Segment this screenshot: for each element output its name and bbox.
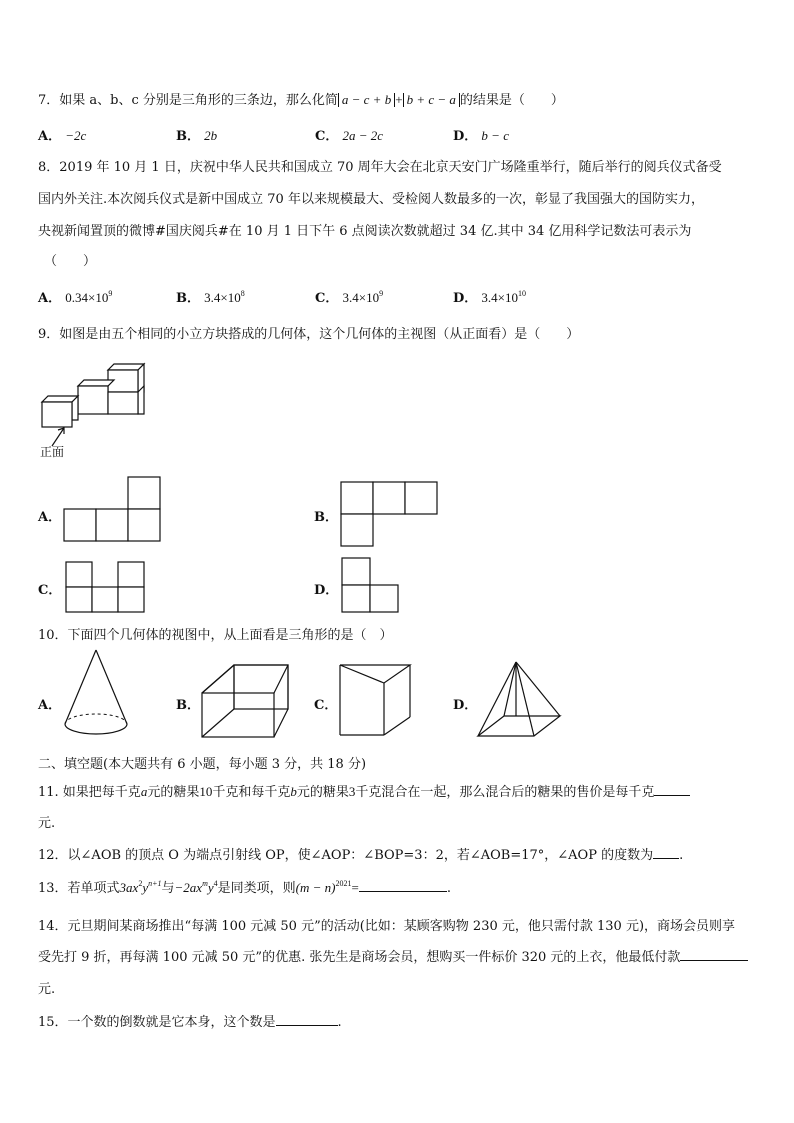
q8-line3: 央视新闻置顶的微博#国庆阅兵#在 10 月 1 日下午 6 点阅读次数就超过 34 亿.其中 34 亿用科学记数法可表示为: [38, 224, 692, 239]
section-2-heading: 二、填空题(本大题共有 6 小题，每小题 3 分，共 18 分): [38, 757, 367, 772]
q9-option-d-view: [342, 558, 398, 612]
q8-line4: （ ）: [44, 254, 97, 269]
q9-option-b-view: [341, 482, 437, 546]
q10-option-d[interactable]: D．: [453, 698, 478, 713]
q12-stem: 12．以∠AOB 的顶点 O 为端点引射线 OP，使∠AOP：∠BOP=3：2，若∠AOB=17°，∠AOP 的度数为 .: [38, 848, 684, 863]
q14-line2: 受先打 9 折，再每满 100 元减 50 元”的优惠. 张先生是商场会员，想购买一件标价 320 元的上衣，他最低付款: [38, 946, 748, 965]
q11-line1: 11. 如果把每千克a元的糖果10千克和每千克b元的糖果3千克混合在一起，那么混合后的糖果的售价是每千克: [38, 781, 690, 800]
q8-option-c[interactable]: C． $3.4\times 10^9$: [315, 289, 384, 306]
q8-option-d[interactable]: D． $3.4\times 10^{10}$: [453, 289, 527, 306]
q14-answer-blank[interactable]: [680, 948, 748, 961]
q11-var-a: a: [140, 784, 148, 799]
q13-answer-blank[interactable]: [359, 879, 447, 892]
q8-option-a[interactable]: A． $0.34\times 10^9$: [38, 289, 113, 306]
q7-option-c[interactable]: C． 2a − 2c: [315, 128, 384, 144]
q9-option-d[interactable]: D．: [314, 583, 339, 598]
q10-cuboid-figure: [200, 663, 292, 741]
q11-var-b: b: [290, 784, 297, 799]
q7-abs-expr2: b + c − a: [403, 93, 460, 107]
q7-plus: +: [395, 92, 403, 107]
q14-line3: 元.: [38, 982, 56, 997]
q7-lead: 7．如果 a、b、c 分别是三角形的三条边，那么化简: [38, 93, 338, 108]
q9-option-a-view: [64, 477, 160, 541]
q7-option-b[interactable]: B． 2b: [176, 128, 218, 144]
q8-option-b[interactable]: B． $3.4\times 10^8$: [176, 289, 245, 306]
q10-option-b[interactable]: B．: [176, 698, 200, 713]
q9-stem: 9．如图是由五个相同的小立方块搭成的几何体，这个几何体的主视图（从正面看）是（ ）: [38, 327, 580, 342]
q10-option-a[interactable]: A．: [38, 698, 62, 713]
q10-stem: 10．下面四个几何体的视图中，从上面看是三角形的是（ ）: [38, 628, 393, 643]
q12-answer-blank[interactable]: [653, 846, 679, 859]
q10-pyramid-figure: [476, 660, 562, 740]
q7-option-d[interactable]: D． b − c: [453, 128, 509, 144]
q7-abs-expr1: a − c + b: [338, 93, 395, 107]
q11-answer-blank[interactable]: [654, 783, 690, 796]
q10-cone-figure: [63, 650, 129, 740]
q14-line1: 14．元旦期间某商场推出“每满 100 元减 50 元”的活动(比如：某顾客购物 230 元，他只需付款 130 元)，商场会员则享: [38, 919, 736, 934]
q7-stem: [38, 89, 564, 108]
q9-option-c[interactable]: C．: [38, 583, 62, 598]
q15-stem: 15．一个数的倒数就是它本身，这个数是 .: [38, 1015, 342, 1030]
q8-line2: 国内外关注.本次阅兵仪式是新中国成立 70 年以来规模最大、受检阅人数最多的一次，彰显了我国强大的国防实力，: [38, 192, 704, 207]
q7-tail: 的结果是（ ）: [459, 93, 564, 108]
q9-option-a[interactable]: A．: [38, 510, 62, 525]
q9-front-label: 正面: [40, 445, 65, 459]
q8-line1: 8．2019 年 10 月 1 日，庆祝中华人民共和国成立 70 周年大会在北京天安门广场隆重举行，随后举行的阅兵仪式备受: [38, 160, 722, 175]
q11-line2: 元.: [38, 816, 56, 831]
q15-answer-blank[interactable]: [276, 1013, 338, 1026]
q10-prism-figure: [338, 663, 412, 741]
q9-option-c-view: [66, 562, 144, 612]
q9-option-b[interactable]: B．: [314, 510, 338, 525]
q13-stem: 13．若单项式$3ax^2y^{n+1}$与$-2ax^my^4$是同类项，则$(m - n)^{2021}=$ .: [38, 879, 451, 896]
q10-option-c[interactable]: C．: [314, 698, 338, 713]
q7-option-a[interactable]: A． −2c: [38, 128, 87, 144]
